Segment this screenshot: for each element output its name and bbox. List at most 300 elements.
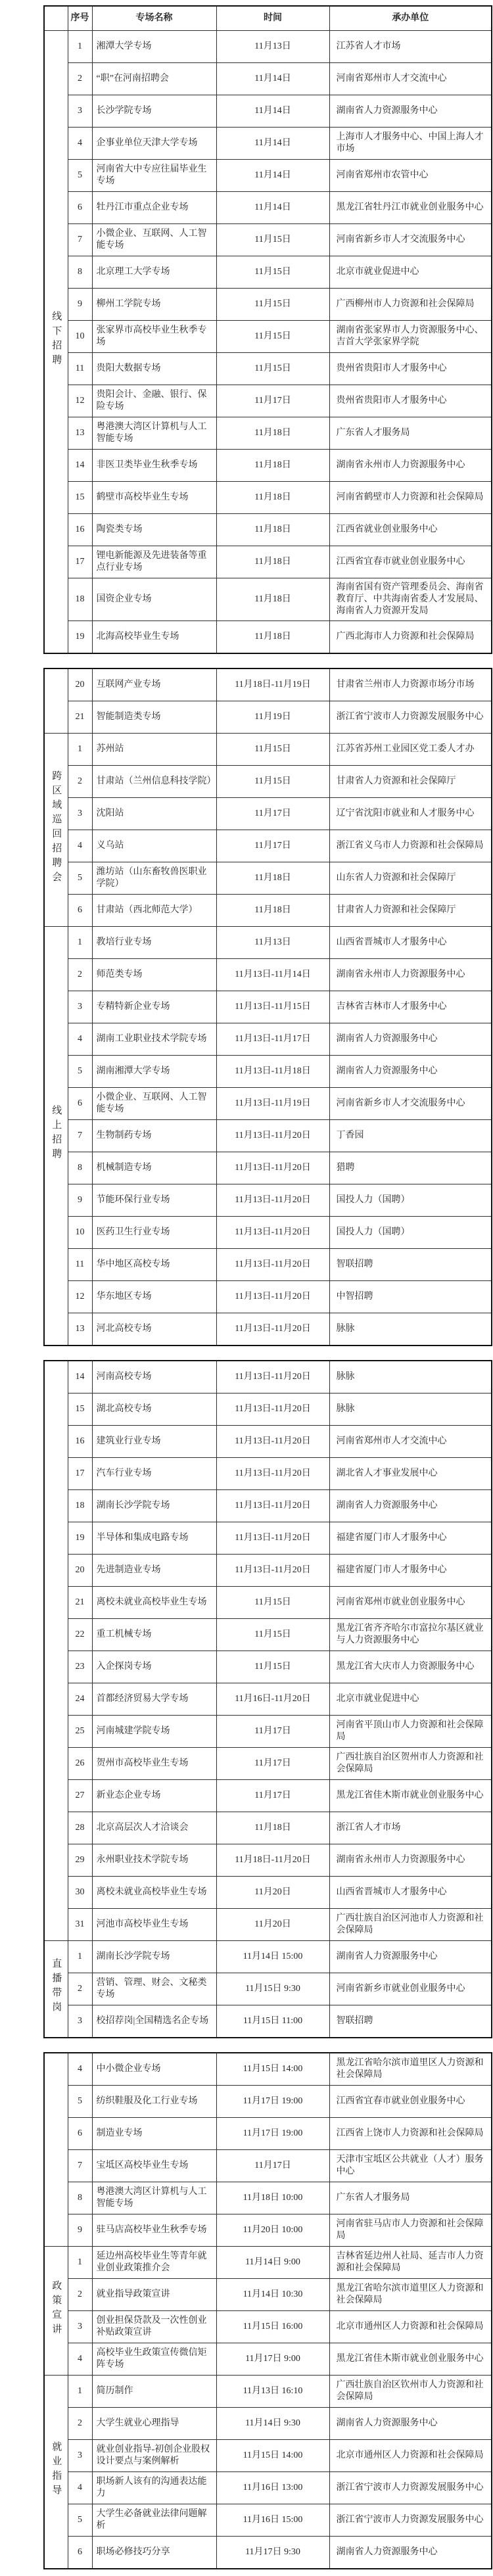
- organizer-cell: 上海市人才服务中心、中国上海人才市场: [329, 128, 492, 160]
- time-cell: 11月13日-11月20日: [216, 1249, 329, 1281]
- organizer-cell: 江西省就业创业服务中心: [329, 514, 492, 546]
- organizer-cell: 脉脉: [329, 1393, 492, 1426]
- table-row: [44, 450, 492, 482]
- event-name-cell: 医药卫生行业专场: [92, 1217, 216, 1249]
- table-row: [44, 385, 492, 417]
- time-cell: 11月20日: [216, 1909, 329, 1941]
- time-cell: 11月18日-11月20日: [216, 1844, 329, 1877]
- table-row: [44, 1088, 492, 1120]
- organizer-cell: 广西壮族自治区贺州市人力资源和社会保障局: [329, 1748, 492, 1780]
- event-name-cell: 延边州高校毕业生等青年就业创业政策推介会: [92, 2247, 216, 2279]
- organizer-cell: 黑龙江省大庆市人力资源服务中心: [329, 1651, 492, 1683]
- group-label-cell: [44, 927, 68, 1346]
- time-cell: 11月15日: [216, 734, 329, 766]
- organizer-cell: 湖南省永州市人力资源服务中心: [329, 959, 492, 991]
- time-cell: 11月18日: [216, 1812, 329, 1844]
- time-cell: 11月15日: [216, 353, 329, 385]
- serial-cell: 2: [68, 766, 92, 798]
- serial-cell: 8: [68, 2182, 92, 2214]
- event-name-cell: 甘肃站（西北师范大学）: [92, 895, 216, 927]
- table-row: [44, 1361, 492, 1393]
- event-name-cell: 甘肃站（兰州信息科技学院）: [92, 766, 216, 798]
- serial-cell: 2: [68, 2279, 92, 2311]
- table-row: [44, 417, 492, 450]
- serial-cell: 6: [68, 895, 92, 927]
- time-cell: 11月18日-11月19日: [216, 668, 329, 701]
- time-cell: 11月14日: [216, 95, 329, 128]
- serial-cell: 15: [68, 482, 92, 514]
- table-row: [44, 1812, 492, 1844]
- organizer-cell: 甘肃省人力资源和社会保障厅: [329, 895, 492, 927]
- event-name-cell: 陶瓷类专场: [92, 514, 216, 546]
- serial-cell: 1: [68, 2376, 92, 2408]
- organizer-cell: 天津市宝坻区公共就业（人才）服务中心: [329, 2150, 492, 2182]
- serial-cell: 3: [68, 991, 92, 1023]
- time-cell: 11月14日 9:30: [216, 2408, 329, 2440]
- table-row: [44, 2537, 492, 2569]
- table-row: [44, 1683, 492, 1716]
- time-cell: 11月18日: [216, 450, 329, 482]
- serial-cell: 3: [68, 2311, 92, 2343]
- serial-cell: 2: [68, 63, 92, 95]
- event-name-cell: 教培行业专场: [92, 927, 216, 959]
- event-name-cell: 就业创业指导-初创企业股权设计要点与案例解析: [92, 2440, 216, 2472]
- table-row: [44, 256, 492, 289]
- time-cell: 11月15日 11:00: [216, 2005, 329, 2038]
- table-row: [44, 289, 492, 321]
- organizer-cell: 山西省晋城市人才服务中心: [329, 927, 492, 959]
- organizer-cell: 猎聘: [329, 1152, 492, 1184]
- organizer-cell: 河南省鹤壁市人力资源和社会保障局: [329, 482, 492, 514]
- serial-cell: 7: [68, 224, 92, 256]
- header-organizer: 承办单位: [329, 6, 492, 31]
- table-row: [44, 701, 492, 734]
- table-row: [44, 128, 492, 160]
- time-cell: 11月17日: [216, 1716, 329, 1748]
- organizer-cell: 湖南省人力资源服务中心: [329, 1023, 492, 1056]
- event-name-cell: 苏州站: [92, 734, 216, 766]
- event-name-cell: 驻马店高校毕业生秋季专场: [92, 2214, 216, 2247]
- time-cell: 11月16日 13:00: [216, 2472, 329, 2504]
- organizer-cell: 河南省郑州市人才交流中心: [329, 63, 492, 95]
- serial-cell: 16: [68, 514, 92, 546]
- time-cell: 11月14日: [216, 192, 329, 224]
- table-row: [44, 2118, 492, 2150]
- event-name-cell: 鹤壁市高校毕业生专场: [92, 482, 216, 514]
- event-name-cell: 锂电新能源及先进装备等重点行业专场: [92, 546, 216, 578]
- group-label-cell: [44, 668, 68, 734]
- organizer-cell: 山西省晋城市人才服务中心: [329, 1877, 492, 1909]
- header-time: 时间: [216, 6, 329, 31]
- time-cell: 11月18日: [216, 514, 329, 546]
- serial-cell: 28: [68, 1812, 92, 1844]
- table-row: [44, 1941, 492, 1973]
- organizer-cell: 广西壮族自治区钦州市人力资源和社会保障局: [329, 2376, 492, 2408]
- organizer-cell: 广东省人才服务局: [329, 2182, 492, 2214]
- table-row: [44, 1393, 492, 1426]
- organizer-cell: 河南省新乡市人才交流服务中心: [329, 224, 492, 256]
- event-name-cell: 华中地区高校专场: [92, 1249, 216, 1281]
- time-cell: 11月16日 15:00: [216, 2504, 329, 2537]
- time-cell: 11月13日-11月17日: [216, 1023, 329, 1056]
- event-name-cell: “职”在河南招聘会: [92, 63, 216, 95]
- table-row: [44, 1281, 492, 1313]
- serial-cell: 14: [68, 450, 92, 482]
- organizer-cell: 甘肃省人力资源和社会保障厅: [329, 766, 492, 798]
- time-cell: 11月13日-11月20日: [216, 1490, 329, 1522]
- time-cell: 11月15日: [216, 256, 329, 289]
- time-cell: 11月13日-11月20日: [216, 1426, 329, 1458]
- time-cell: 11月20日 10:00: [216, 2214, 329, 2247]
- serial-cell: 8: [68, 256, 92, 289]
- event-name-cell: 智能制造类专场: [92, 701, 216, 734]
- table-row: [44, 766, 492, 798]
- table-row: [44, 959, 492, 991]
- organizer-cell: 湖南省永州市人力资源服务中心: [329, 450, 492, 482]
- event-name-cell: 湖南湘潭大学专场: [92, 1056, 216, 1088]
- schedule-table-section-1: [43, 5, 492, 654]
- serial-cell: 14: [68, 1361, 92, 1393]
- serial-cell: 19: [68, 1522, 92, 1555]
- time-cell: 11月13日-11月20日: [216, 1184, 329, 1217]
- serial-cell: 21: [68, 701, 92, 734]
- serial-cell: 16: [68, 1426, 92, 1458]
- serial-cell: 17: [68, 1458, 92, 1490]
- serial-cell: 18: [68, 1490, 92, 1522]
- event-name-cell: 湘潭大学专场: [92, 31, 216, 63]
- time-cell: 11月15日 14:00: [216, 2053, 329, 2086]
- organizer-cell: 浙江省人才市场: [329, 1812, 492, 1844]
- serial-cell: 6: [68, 1088, 92, 1120]
- event-name-cell: 沈阳站: [92, 798, 216, 830]
- event-name-cell: 生物制药专场: [92, 1120, 216, 1152]
- table-row: [44, 578, 492, 621]
- organizer-cell: 湖南省人力资源服务中心: [329, 1490, 492, 1522]
- event-name-cell: 河南高校专场: [92, 1361, 216, 1393]
- serial-cell: 9: [68, 1184, 92, 1217]
- serial-cell: 18: [68, 578, 92, 621]
- organizer-cell: 河南省新乡市就业创业服务中心: [329, 1973, 492, 2005]
- organizer-cell: 河南省郑州市农管中心: [329, 160, 492, 192]
- organizer-cell: 浙江省宁波市人力资源发展服务中心: [329, 2472, 492, 2504]
- serial-cell: 10: [68, 321, 92, 353]
- serial-cell: 3: [68, 2440, 92, 2472]
- group-label-cell: [44, 2247, 68, 2376]
- event-name-cell: 小微企业、互联网、人工智能专场: [92, 1088, 216, 1120]
- time-cell: 11月18日: [216, 417, 329, 450]
- event-name-cell: 牡丹江市重点企业专场: [92, 192, 216, 224]
- event-name-cell: 义乌站: [92, 830, 216, 862]
- table-row: [44, 1217, 492, 1249]
- serial-cell: 8: [68, 1152, 92, 1184]
- serial-cell: 1: [68, 734, 92, 766]
- event-name-cell: 师范类专场: [92, 959, 216, 991]
- table-row: [44, 353, 492, 385]
- serial-cell: 4: [68, 2053, 92, 2086]
- time-cell: 11月18日: [216, 621, 329, 654]
- organizer-cell: 贵州省贵阳市人才服务中心: [329, 385, 492, 417]
- time-cell: 11月14日 15:00: [216, 1941, 329, 1973]
- group-label: 政策宣讲: [51, 2280, 62, 2338]
- header-serial: 序号: [68, 6, 92, 31]
- serial-cell: 1: [68, 1941, 92, 1973]
- table-row: [44, 2408, 492, 2440]
- time-cell: 11月17日 19:00: [216, 2086, 329, 2118]
- time-cell: 11月17日: [216, 2150, 329, 2182]
- event-name-cell: 河南城建学院专场: [92, 1716, 216, 1748]
- organizer-cell: 广西北海市人力资源和社会保障局: [329, 621, 492, 654]
- organizer-cell: 浙江省宁波市人力资源发展服务中心: [329, 701, 492, 734]
- event-name-cell: 营销、管理、财会、文秘类专场: [92, 1973, 216, 2005]
- table-row: [44, 2247, 492, 2279]
- event-name-cell: 新业态企业专场: [92, 1780, 216, 1812]
- organizer-cell: 吉林省吉林市人才服务中心: [329, 991, 492, 1023]
- organizer-cell: 黑龙江省佳木斯市就业创业服务中心: [329, 1780, 492, 1812]
- organizer-cell: 辽宁省沈阳市就业和人才服务中心: [329, 798, 492, 830]
- time-cell: 11月17日: [216, 1748, 329, 1780]
- event-name-cell: 张家界市高校毕业生秋季专场: [92, 321, 216, 353]
- organizer-cell: 湖南省永州市人力资源服务中心: [329, 1844, 492, 1877]
- time-cell: 11月13日-11月20日: [216, 1152, 329, 1184]
- serial-cell: 10: [68, 1217, 92, 1249]
- time-cell: 11月17日: [216, 830, 329, 862]
- table-row: [44, 1780, 492, 1812]
- time-cell: 11月13日-11月18日: [216, 1056, 329, 1088]
- time-cell: 11月18日: [216, 895, 329, 927]
- serial-cell: 4: [68, 2343, 92, 2376]
- time-cell: 11月15日: [216, 224, 329, 256]
- event-name-cell: 河北高校专场: [92, 1313, 216, 1346]
- organizer-cell: 脉脉: [329, 1313, 492, 1346]
- organizer-cell: 智联招聘: [329, 1249, 492, 1281]
- event-name-cell: 北京高层次人才洽谈会: [92, 1812, 216, 1844]
- organizer-cell: 湖南省人力资源服务中心: [329, 2408, 492, 2440]
- organizer-cell: 北京市通州区人力资源和社会保障局: [329, 2311, 492, 2343]
- time-cell: 11月15日: [216, 1619, 329, 1651]
- header-event-name: 专场名称: [92, 6, 216, 31]
- time-cell: 11月15日: [216, 766, 329, 798]
- group-label-cell: [44, 2376, 68, 2569]
- serial-cell: 4: [68, 2472, 92, 2504]
- time-cell: 11月13日: [216, 31, 329, 63]
- time-cell: 11月14日: [216, 63, 329, 95]
- event-name-cell: 北海高校毕业生专场: [92, 621, 216, 654]
- time-cell: 11月17日 9:30: [216, 2537, 329, 2569]
- table-row: [44, 63, 492, 95]
- table-row: [44, 734, 492, 766]
- time-cell: 11月14日: [216, 160, 329, 192]
- table-row: [44, 2005, 492, 2038]
- event-name-cell: 贵阳大数据专场: [92, 353, 216, 385]
- table-row: [44, 31, 492, 63]
- schedule-table-section-4: [43, 2052, 492, 2569]
- group-label-cell: [44, 2053, 68, 2247]
- table-row: [44, 1587, 492, 1619]
- serial-cell: 11: [68, 1249, 92, 1281]
- organizer-cell: 河南省平顶山市人力资源和社会保障局: [329, 1716, 492, 1748]
- event-name-cell: 小微企业、互联网、人工智能专场: [92, 224, 216, 256]
- time-cell: 11月13日-11月20日: [216, 1313, 329, 1346]
- organizer-cell: 浙江省义乌市人力资源和社会保障局: [329, 830, 492, 862]
- event-name-cell: 大学生就业心理指导: [92, 2408, 216, 2440]
- table-row: [44, 830, 492, 862]
- time-cell: 11月15日: [216, 1587, 329, 1619]
- organizer-cell: 吉林省延边州人社局、延吉市人力资源和社会保障局: [329, 2247, 492, 2279]
- header-row: [44, 6, 492, 31]
- table-row: [44, 1313, 492, 1346]
- time-cell: 11月18日: [216, 862, 329, 895]
- table-row: [44, 1909, 492, 1941]
- organizer-cell: 智联招聘: [329, 2005, 492, 2038]
- organizer-cell: 江西省上饶市人力资源和社会保障局: [329, 2118, 492, 2150]
- organizer-cell: 湖南省人力资源服务中心: [329, 1941, 492, 1973]
- time-cell: 11月14日 10:30: [216, 2279, 329, 2311]
- table-row: [44, 798, 492, 830]
- event-name-cell: 简历制作: [92, 2376, 216, 2408]
- event-name-cell: 建筑业行业专场: [92, 1426, 216, 1458]
- table-row: [44, 668, 492, 701]
- serial-cell: 22: [68, 1619, 92, 1651]
- event-name-cell: 国资企业专场: [92, 578, 216, 621]
- organizer-cell: 黑龙江省哈尔滨市道里区人力资源和社会保障局: [329, 2053, 492, 2086]
- serial-cell: 2: [68, 2408, 92, 2440]
- table-row: [44, 2086, 492, 2118]
- time-cell: 11月15日 9:30: [216, 1973, 329, 2005]
- organizer-cell: 浙江省宁波市人力资源发展服务中心: [329, 2504, 492, 2537]
- organizer-cell: 河南省郑州市就业创业服务中心: [329, 1587, 492, 1619]
- serial-cell: 26: [68, 1748, 92, 1780]
- organizer-cell: 江西省宜春市就业创业服务中心: [329, 2086, 492, 2118]
- time-cell: 11月18日 10:00: [216, 2182, 329, 2214]
- time-cell: 11月17日: [216, 798, 329, 830]
- organizer-cell: 国投人力（国聘）: [329, 1217, 492, 1249]
- table-row: [44, 224, 492, 256]
- event-name-cell: 职场必修技巧分享: [92, 2537, 216, 2569]
- time-cell: 11月13日-11月20日: [216, 1281, 329, 1313]
- time-cell: 11月14日: [216, 128, 329, 160]
- table-row: [44, 862, 492, 895]
- organizer-cell: 黑龙江省佳木斯市就业创业服务中心: [329, 2343, 492, 2376]
- time-cell: 11月13日-11月15日: [216, 991, 329, 1023]
- organizer-cell: 河南省新乡市人才交流服务中心: [329, 1088, 492, 1120]
- serial-cell: 4: [68, 830, 92, 862]
- organizer-cell: 广西柳州市人力资源和社会保障局: [329, 289, 492, 321]
- table-row: [44, 1490, 492, 1522]
- group-label: 跨区域巡回招聘会: [51, 770, 62, 886]
- event-name-cell: 湖南工业职业技术学院专场: [92, 1023, 216, 1056]
- organizer-cell: 脉脉: [329, 1361, 492, 1393]
- serial-cell: 25: [68, 1716, 92, 1748]
- table-row: [44, 2376, 492, 2408]
- serial-cell: 1: [68, 31, 92, 63]
- serial-cell: 6: [68, 192, 92, 224]
- table-row: [44, 546, 492, 578]
- serial-cell: 7: [68, 1120, 92, 1152]
- event-name-cell: 校招荐岗|全国精选名企专场: [92, 2005, 216, 2038]
- event-name-cell: 机械制造专场: [92, 1152, 216, 1184]
- time-cell: 11月13日-11月20日: [216, 1555, 329, 1587]
- event-name-cell: 职场新人该有的沟通表达能力: [92, 2472, 216, 2504]
- organizer-cell: 湖北省人才事业发展中心: [329, 1458, 492, 1490]
- group-label-cell: [44, 734, 68, 927]
- event-name-cell: 先进制造业专场: [92, 1555, 216, 1587]
- serial-cell: 3: [68, 95, 92, 128]
- event-name-cell: 半导体和集成电路专场: [92, 1522, 216, 1555]
- event-name-cell: 创业担保贷款及一次性创业补贴政策宣讲: [92, 2311, 216, 2343]
- event-name-cell: 湖南长沙学院专场: [92, 1941, 216, 1973]
- serial-cell: 13: [68, 417, 92, 450]
- event-name-cell: 就业指导政策宣讲: [92, 2279, 216, 2311]
- serial-cell: 4: [68, 128, 92, 160]
- event-name-cell: 湖南长沙学院专场: [92, 1490, 216, 1522]
- serial-cell: 20: [68, 1555, 92, 1587]
- organizer-cell: 广西壮族自治区河池市人力资源和社会保障局: [329, 1909, 492, 1941]
- organizer-cell: 北京市就业促进中心: [329, 1683, 492, 1716]
- table-row: [44, 2182, 492, 2214]
- event-name-cell: 制造业专场: [92, 2118, 216, 2150]
- table-row: [44, 482, 492, 514]
- organizer-cell: 福建省厦门市人才服务中心: [329, 1555, 492, 1587]
- table-row: [44, 1522, 492, 1555]
- organizer-cell: 国投人力（国聘）: [329, 1184, 492, 1217]
- schedule-table-section-3: [43, 1360, 492, 2038]
- serial-cell: 27: [68, 1780, 92, 1812]
- serial-cell: 20: [68, 668, 92, 701]
- table-row: [44, 895, 492, 927]
- organizer-cell: 湖南省人力资源服务中心: [329, 1056, 492, 1088]
- group-label-cell: [44, 1361, 68, 1941]
- organizer-cell: 北京市就业促进中心: [329, 256, 492, 289]
- table-row: [44, 1619, 492, 1651]
- event-name-cell: 河池市高校毕业生专场: [92, 1909, 216, 1941]
- time-cell: 11月17日: [216, 385, 329, 417]
- serial-cell: 31: [68, 1909, 92, 1941]
- time-cell: 11月19日: [216, 701, 329, 734]
- table-row: [44, 1152, 492, 1184]
- table-row: [44, 2343, 492, 2376]
- serial-cell: 9: [68, 2214, 92, 2247]
- serial-cell: 7: [68, 2150, 92, 2182]
- time-cell: 11月20日: [216, 1877, 329, 1909]
- event-name-cell: 河南省大中专应往届毕业生专场: [92, 160, 216, 192]
- group-label: 直播带岗: [51, 1958, 62, 2016]
- group-label: 线下招聘: [51, 311, 62, 369]
- table-row: [44, 1458, 492, 1490]
- organizer-cell: 湖南省人力资源服务中心: [329, 95, 492, 128]
- table-row: [44, 160, 492, 192]
- table-row: [44, 1249, 492, 1281]
- serial-cell: 23: [68, 1651, 92, 1683]
- event-name-cell: 专精特新企业专场: [92, 991, 216, 1023]
- group-label-cell: [44, 1941, 68, 2038]
- table-row: [44, 1426, 492, 1458]
- table-row: [44, 2504, 492, 2537]
- table-row: [44, 1877, 492, 1909]
- time-cell: 11月17日 9:00: [216, 2343, 329, 2376]
- table-row: [44, 1651, 492, 1683]
- organizer-cell: 山东省人力资源和社会保障厅: [329, 862, 492, 895]
- organizer-cell: 江西省宜春市就业创业服务中心: [329, 546, 492, 578]
- organizer-cell: 北京市通州区人力资源和社会保障局: [329, 2440, 492, 2472]
- time-cell: 11月18日: [216, 578, 329, 621]
- serial-cell: 4: [68, 1023, 92, 1056]
- event-name-cell: 粤港澳大湾区计算机与人工智能专场: [92, 417, 216, 450]
- time-cell: 11月14日 9:00: [216, 2247, 329, 2279]
- event-name-cell: 高校毕业生政策宣传微信矩阵专场: [92, 2343, 216, 2376]
- time-cell: 11月13日-11月19日: [216, 1088, 329, 1120]
- organizer-cell: 黑龙江省哈尔滨市道里区人力资源和社会保障局: [329, 2279, 492, 2311]
- serial-cell: 6: [68, 2118, 92, 2150]
